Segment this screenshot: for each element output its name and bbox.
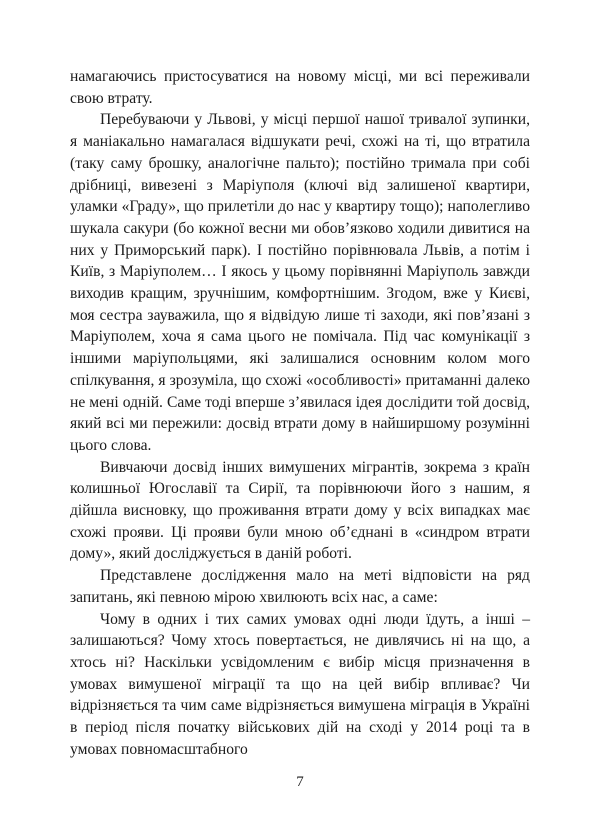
page-number: 7	[296, 774, 304, 790]
paragraph-2: Перебуваючи у Львові, у місці першої нашої тривалої зупинки, я маніакально намагалася відшукати речі, схожі на ті, що втратила (таку саму брошку, аналогічне пальто); постійно тримала при собі дрібниці, вивезені з Маріуполя (ключі від залишеної квартири, уламки «Граду», що прилетіли до нас у квартиру тощо); наполегливо шукала сакури (бо кожної весни ми обов’язково ходили дивитися на них у Приморський парк). І постійно порівнювала Львів, а потім і Київ, з Маріуполем… І якось у цьому порівнянні Маріуполь завжди виходив кращим, зручнішим, комфортнішим. Згодом, вже у Києві, моя сестра зауважила, що я відвідую лише ті заходи, які пов’язані з Маріуполем, хоча я сама цього не помічала. Під час комунікації з іншими маріупольцями, які залишалися основним колом мого спілкування, я зрозуміла, що схожі «особливості» притаманні далеко не мені одній. Саме тоді вперше з’явилася ідея дослідити той досвід, який всі ми пережили: досвід втрати дому в найширшому розумінні цього слова.	[70, 111, 530, 454]
paragraph-3: Вивчаючи досвід інших вимушених мігрантів, зокрема з країн колишньої Югославії та Сирії, та порівнюючи його з нашим, я дійшла висновку, що проживання втрати дому у всіх випадках має схожі прояви. Ці прояви були мною об’єднані в «синдром втрати дому», який досліджується в даній роботі.	[70, 458, 530, 563]
body-text	[70, 66, 530, 761]
paragraph-4: Представлене дослідження мало на меті відповісти на ряд запитань, які певною мірою хвилюють всіх нас, а саме:	[70, 567, 530, 606]
paragraph-1: намагаючись пристосуватися на новому місці, ми всі переживали свою втрату.	[70, 68, 530, 107]
paragraph-5: Чому в одних і тих самих умовах одні люди їдуть, а інші – залишаються? Чому хтось повертається, не дивлячись ні на що, а хтось ні? Наскільки усвідомленим є вибір місця призначення в умовах вимушеної міграції та що на цей вибір впливає? Чи відрізняється та чим саме відрізняється вимушена міграція в Україні в період після початку військових дій на сході у 2014 році та в умовах повномасштабного	[70, 610, 530, 758]
